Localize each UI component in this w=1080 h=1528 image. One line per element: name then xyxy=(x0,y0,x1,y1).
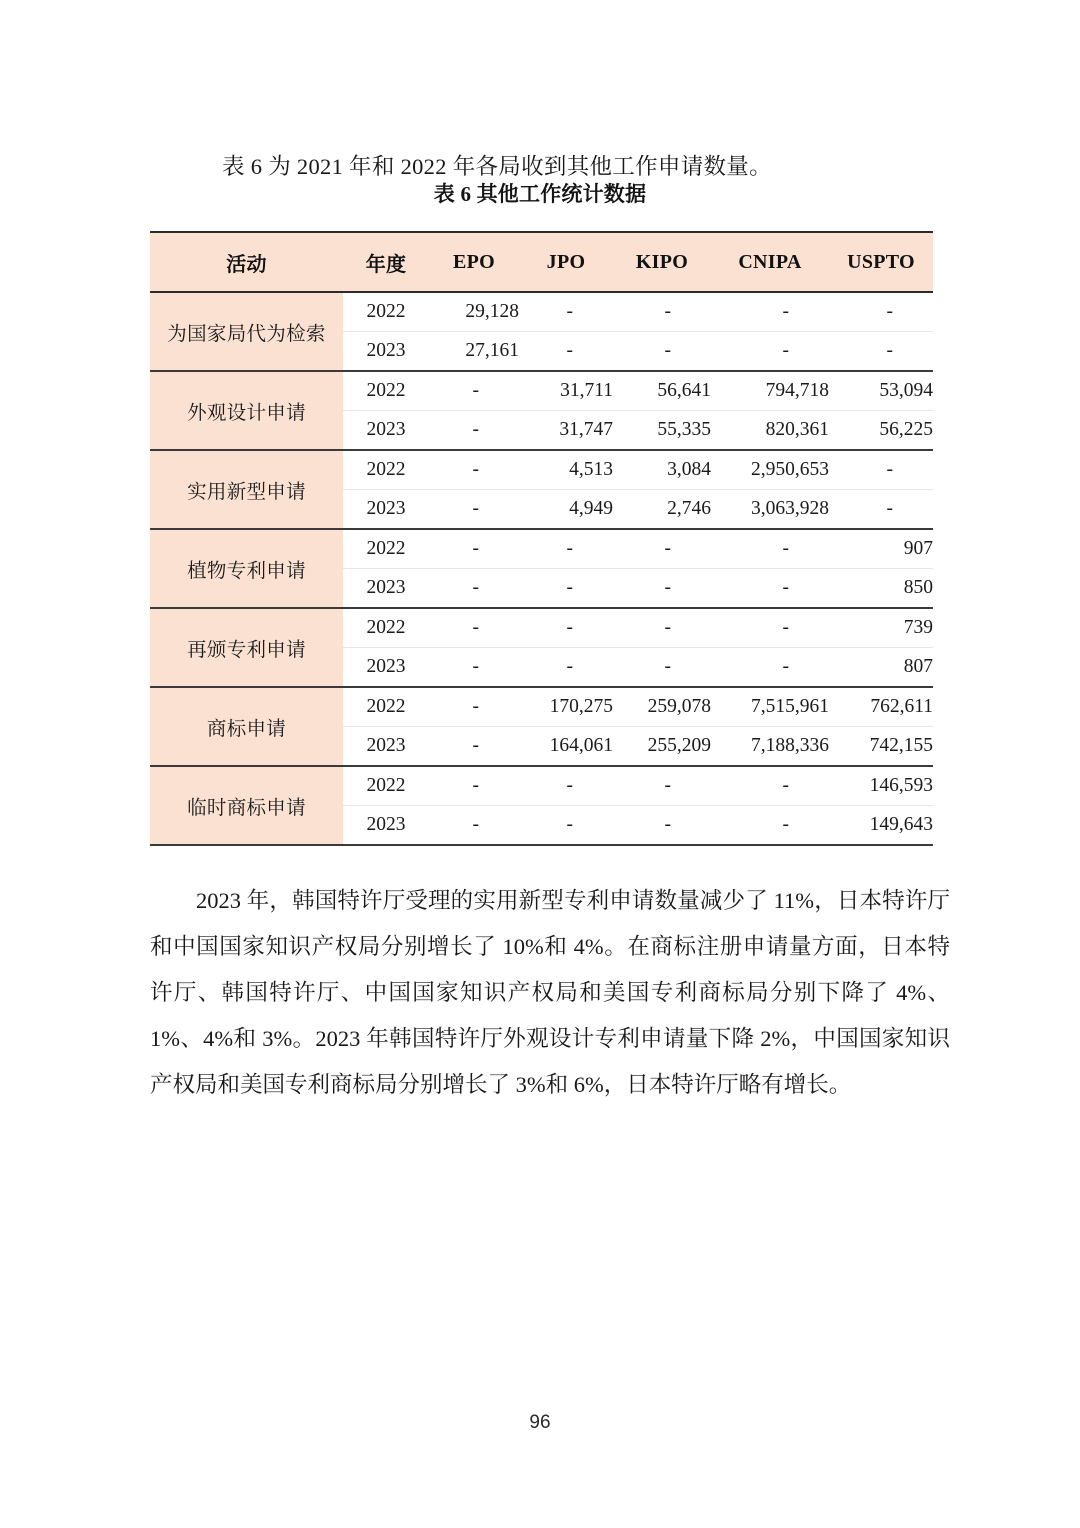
kipo-value: - xyxy=(613,648,711,688)
epo-value: - xyxy=(429,569,519,609)
jpo-value: - xyxy=(519,292,613,332)
kipo-value: - xyxy=(613,332,711,372)
epo-value: - xyxy=(429,529,519,569)
jpo-value: - xyxy=(519,529,613,569)
jpo-value: 4,513 xyxy=(519,450,613,490)
kipo-value: 259,078 xyxy=(613,687,711,727)
uspto-value: 807 xyxy=(829,648,933,688)
epo-value: - xyxy=(429,648,519,688)
year-value: 2023 xyxy=(343,490,429,530)
activity-label: 商标申请 xyxy=(150,687,343,766)
cnipa-value: 7,188,336 xyxy=(711,727,829,767)
column-header-jpo: JPO xyxy=(519,232,613,292)
kipo-value: - xyxy=(613,569,711,609)
year-value: 2023 xyxy=(343,411,429,451)
jpo-value: 4,949 xyxy=(519,490,613,530)
year-value: 2022 xyxy=(343,766,429,806)
column-header-uspto: USPTO xyxy=(829,232,933,292)
cnipa-value: 3,063,928 xyxy=(711,490,829,530)
year-value: 2022 xyxy=(343,292,429,332)
epo-value: 27,161 xyxy=(429,332,519,372)
uspto-value: 146,593 xyxy=(829,766,933,806)
kipo-value: - xyxy=(613,766,711,806)
jpo-value: 170,275 xyxy=(519,687,613,727)
cnipa-value: - xyxy=(711,608,829,648)
table-row xyxy=(150,608,933,648)
cnipa-value: - xyxy=(711,529,829,569)
kipo-value: - xyxy=(613,529,711,569)
jpo-value: - xyxy=(519,766,613,806)
year-value: 2023 xyxy=(343,727,429,767)
uspto-value: 53,094 xyxy=(829,371,933,411)
cnipa-value: - xyxy=(711,332,829,372)
epo-value: 29,128 xyxy=(429,292,519,332)
activity-label: 为国家局代为检索 xyxy=(150,292,343,371)
uspto-value: 742,155 xyxy=(829,727,933,767)
uspto-value: - xyxy=(829,450,933,490)
year-value: 2022 xyxy=(343,371,429,411)
uspto-value: 739 xyxy=(829,608,933,648)
kipo-value: - xyxy=(613,806,711,846)
jpo-value: - xyxy=(519,806,613,846)
kipo-value: 255,209 xyxy=(613,727,711,767)
statistics-table-container xyxy=(150,231,933,846)
activity-label: 再颁专利申请 xyxy=(150,608,343,687)
epo-value: - xyxy=(429,806,519,846)
epo-value: - xyxy=(429,727,519,767)
year-value: 2023 xyxy=(343,806,429,846)
jpo-value: - xyxy=(519,648,613,688)
column-header-activity: 活动 xyxy=(150,232,343,292)
analysis-paragraph-text: 2023 年，韩国特许厅受理的实用新型专利申请数量减少了 11%，日本特许厅和中国国家知识产权局分别增长了 10%和 4%。在商标注册申请量方面，日本特许厅、韩国特许厅、中国国家知识产权局和美国专利商标局分别下降了 4%、1%、4%和 3%。2023 年韩国特许厅外观设计专利申请量下降 2%，中国国家知识产权局和美国专利商标局分别增长了 3%和 6%，日本特许厅略有增长。 xyxy=(150,888,950,1097)
cnipa-value: - xyxy=(711,569,829,609)
kipo-value: 3,084 xyxy=(613,450,711,490)
table-row xyxy=(150,292,933,332)
jpo-value: 31,747 xyxy=(519,411,613,451)
year-value: 2023 xyxy=(343,332,429,372)
cnipa-value: - xyxy=(711,648,829,688)
jpo-value: 31,711 xyxy=(519,371,613,411)
year-value: 2023 xyxy=(343,648,429,688)
activity-label: 外观设计申请 xyxy=(150,371,343,450)
cnipa-value: 794,718 xyxy=(711,371,829,411)
analysis-paragraph xyxy=(150,878,950,1108)
table-row xyxy=(150,371,933,411)
table-row xyxy=(150,450,933,490)
epo-value: - xyxy=(429,411,519,451)
page-number: 96 xyxy=(529,1412,551,1433)
year-value: 2022 xyxy=(343,687,429,727)
jpo-value: - xyxy=(519,332,613,372)
cnipa-value: 820,361 xyxy=(711,411,829,451)
other-work-statistics-table xyxy=(150,231,933,846)
cnipa-value: - xyxy=(711,806,829,846)
table-row xyxy=(150,529,933,569)
epo-value: - xyxy=(429,490,519,530)
kipo-value: 55,335 xyxy=(613,411,711,451)
jpo-value: - xyxy=(519,608,613,648)
activity-label: 实用新型申请 xyxy=(150,450,343,529)
year-value: 2022 xyxy=(343,529,429,569)
epo-value: - xyxy=(429,687,519,727)
year-value: 2022 xyxy=(343,608,429,648)
column-header-epo: EPO xyxy=(429,232,519,292)
activity-label: 临时商标申请 xyxy=(150,766,343,845)
uspto-value: - xyxy=(829,292,933,332)
kipo-value: - xyxy=(613,292,711,332)
jpo-value: - xyxy=(519,569,613,609)
uspto-value: 850 xyxy=(829,569,933,609)
table-row xyxy=(150,687,933,727)
table-header-row xyxy=(150,232,933,292)
table-body xyxy=(150,292,933,845)
epo-value: - xyxy=(429,450,519,490)
activity-label: 植物专利申请 xyxy=(150,529,343,608)
kipo-value: 56,641 xyxy=(613,371,711,411)
cnipa-value: 2,950,653 xyxy=(711,450,829,490)
uspto-value: - xyxy=(829,490,933,530)
cnipa-value: - xyxy=(711,766,829,806)
table-row xyxy=(150,766,933,806)
uspto-value: - xyxy=(829,332,933,372)
uspto-value: 56,225 xyxy=(829,411,933,451)
year-value: 2022 xyxy=(343,450,429,490)
jpo-value: 164,061 xyxy=(519,727,613,767)
intro-paragraph: 表 6 为 2021 年和 2022 年各局收到其他工作申请数量。 xyxy=(222,153,772,179)
year-value: 2023 xyxy=(343,569,429,609)
cnipa-value: 7,515,961 xyxy=(711,687,829,727)
uspto-value: 762,611 xyxy=(829,687,933,727)
column-header-kipo: KIPO xyxy=(613,232,711,292)
kipo-value: - xyxy=(613,608,711,648)
epo-value: - xyxy=(429,371,519,411)
cnipa-value: - xyxy=(711,292,829,332)
epo-value: - xyxy=(429,608,519,648)
column-header-cnipa: CNIPA xyxy=(711,232,829,292)
kipo-value: 2,746 xyxy=(613,490,711,530)
uspto-value: 907 xyxy=(829,529,933,569)
uspto-value: 149,643 xyxy=(829,806,933,846)
table-caption: 表 6 其他工作统计数据 xyxy=(433,182,647,206)
epo-value: - xyxy=(429,766,519,806)
column-header-year: 年度 xyxy=(343,232,429,292)
